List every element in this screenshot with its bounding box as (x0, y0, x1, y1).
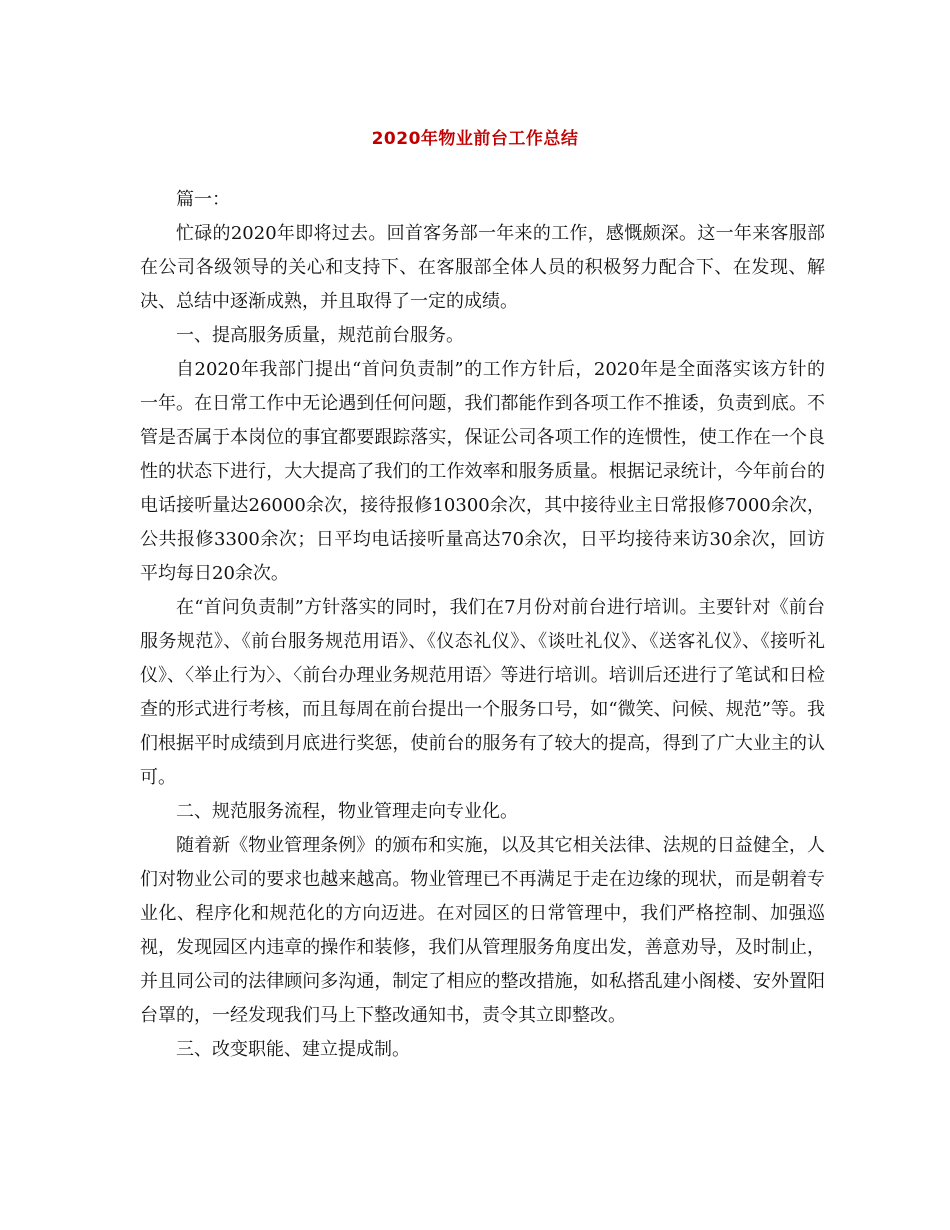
paragraph-section-1b: 在“首问负责制”方针落实的同时，我们在7月份对前台进行培训。主要针对《前台服务规范》、《前台服务规范用语》、《仪态礼仪》、《谈吐礼仪》、《送客礼仪》、《接听礼仪》、〈举止行为〉、〈前台办理业务规范用语〉等进行培训。培训后还进行了笔试和日检查的形式进行考核，而且每周在前台提出一个服务口号，如“微笑、问候、规范”等。我们根据平时成绩到月底进行奖惩，使前台的服务有了较大的提高，得到了广大业主的认可。 (140, 597, 825, 788)
section-label: 篇一： (176, 189, 230, 210)
heading-section-1: 一、提高服务质量，规范前台服务。 (176, 325, 464, 346)
heading-section-2: 二、规范服务流程，物业管理走向专业化。 (176, 801, 518, 822)
paragraph-section-1a: 自2020年我部门提出“首问负责制”的工作方针后，2020年是全面落实该方针的一年。在日常工作中无论遇到任何问题，我们都能作到各项工作不推诿，负责到底。不管是否属于本岗位的事宜都要跟踪落实，保证公司各项工作的连惯性，使工作在一个良性的状态下进行，大大提高了我们的工作效率和服务质量。根据记录统计，今年前台的电话接听量达26000余次，接待报修10300余次，其中接待业主日常报修7000余次，公共报修3300余次；日平均电话接听量高达70余次，日平均接待来访30余次，回访平均每日20余次。 (140, 359, 825, 584)
document-title: 2020年物业前台工作总结 (371, 129, 579, 149)
paragraph-intro: 忙碌的2020年即将过去。回首客务部一年来的工作，感慨颇深。这一年来客服部在公司各级领导的关心和支持下、在客服部全体人员的积极努力配合下、在发现、解决、总结中逐渐成熟，并且取得了一定的成绩。 (140, 223, 825, 312)
paragraph-section-2: 随着新《物业管理条例》的颁布和实施，以及其它相关法律、法规的日益健全，人们对物业公司的要求也越来越高。物业管理已不再满足于走在边缘的现状，而是朝着专业化、程序化和规范化的方向迈进。在对园区的日常管理中，我们严格控制、加强巡视，发现园区内违章的操作和装修，我们从管理服务角度出发，善意劝导，及时制止，并且同公司的法律顾问多沟通，制定了相应的整改措施，如私搭乱建小阁楼、安外置阳台罩的，一经发现我们马上下整改通知书，责令其立即整改。 (140, 835, 825, 1026)
heading-section-3: 三、改变职能、建立提成制。 (176, 1039, 410, 1060)
document-body (140, 183, 825, 1067)
